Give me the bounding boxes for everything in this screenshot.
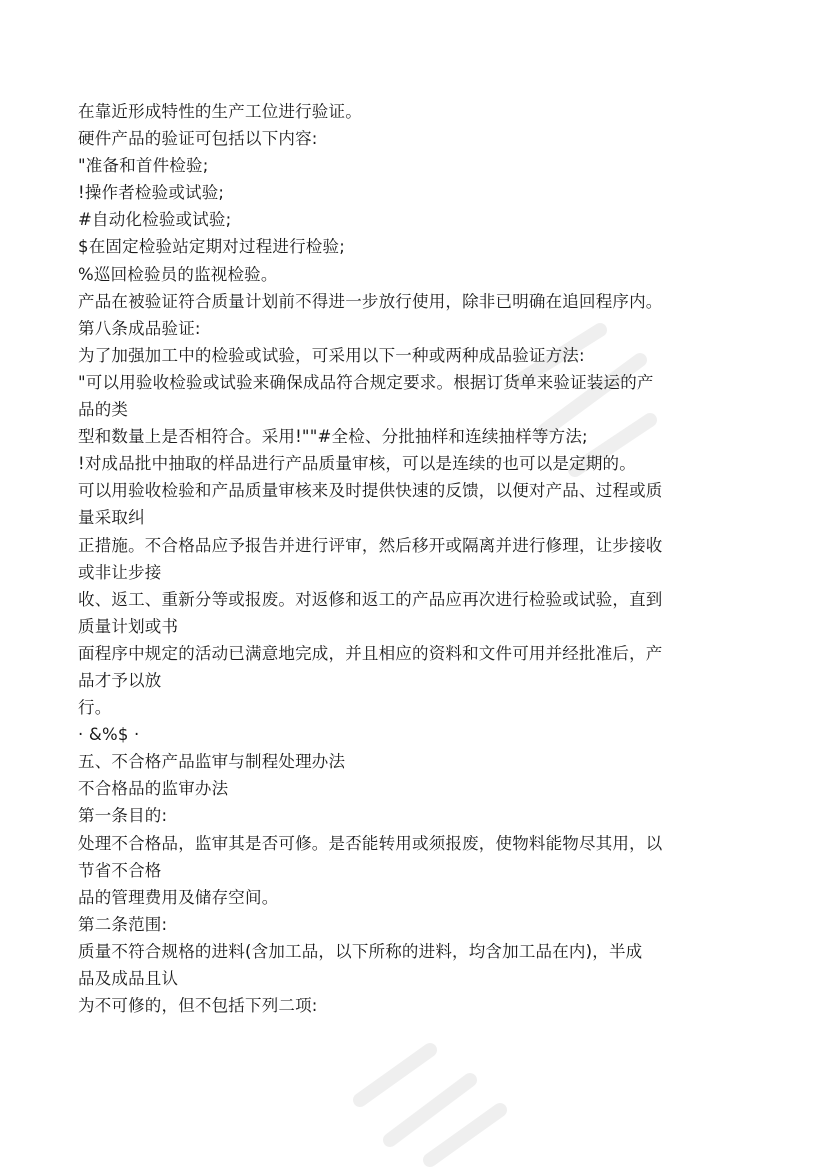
- text-line: 正措施。不合格品应予报告并进行评审，然后移开或隔离并进行修理，让步接收: [78, 535, 663, 555]
- text-line: 行。: [78, 698, 112, 718]
- text-line: $在固定检验站定期对过程进行检验;: [78, 237, 345, 257]
- text-line: 质量不符合规格的进料(含加工品，以下所称的进料，均含加工品在内)，半成: [78, 941, 643, 961]
- text-line: 在靠近形成特性的生产工位进行验证。: [78, 102, 362, 121]
- text-line: #自动化检验或试验;: [78, 210, 232, 230]
- document-body: [78, 98, 778, 1019]
- article-heading: 第二条范围:: [78, 914, 168, 934]
- text-line: 型和数量上是否相符合。采用!""#全检、分批抽样和连续抽样等方法;: [78, 427, 588, 447]
- text-line: 或非让步接: [78, 562, 162, 582]
- text-line: 产品在被验证符合质量计划前不得进一步放行使用，除非已明确在追回程序内。: [78, 291, 663, 311]
- text-line: "准备和首件检验;: [78, 156, 209, 176]
- text-line: 处理不合格品，监审其是否可修。是否能转用或须报废，使物料能物尽其用，以: [78, 833, 663, 853]
- text-line: 质量计划或书: [78, 616, 179, 636]
- text-line: 品才予以放: [78, 670, 162, 690]
- text-line: 收、返工、重新分等或报废。对返修和返工的产品应再次进行检验或试验，直到: [78, 589, 663, 609]
- text-line: !操作者检验或试验;: [78, 183, 225, 203]
- section-heading: 第八条成品验证:: [78, 318, 201, 338]
- chapter-heading: 五、不合格产品监审与制程处理办法: [78, 752, 346, 772]
- text-line: 为不可修的，但不包括下列二项:: [78, 996, 318, 1016]
- text-line: 量采取纠: [78, 508, 145, 528]
- text-line: 硬件产品的验证可包括以下内容:: [78, 129, 318, 149]
- text-line: 品的管理费用及储存空间。: [78, 887, 279, 907]
- text-line: !对成品批中抽取的样品进行产品质量审核，可以是连续的也可以是定期的。: [78, 454, 636, 474]
- text-line: 节省不合格: [78, 860, 162, 880]
- text-line: 品的类: [78, 400, 129, 420]
- section-heading: 不合格品的监审办法: [78, 779, 229, 799]
- text-line: 为了加强加工中的检验或试验，可采用以下一种或两种成品验证方法:: [78, 345, 585, 365]
- article-heading: 第一条目的:: [78, 806, 168, 826]
- text-line: %巡回检验员的监视检验。: [78, 264, 278, 284]
- page-marker: · &%$ ·: [78, 725, 140, 745]
- text-line: 面程序中规定的活动已满意地完成，并且相应的资料和文件可用并经批准后，产: [78, 643, 663, 663]
- text-line: 可以用验收检验和产品质量审核来及时提供快速的反馈，以便对产品、过程或质: [78, 481, 663, 501]
- text-line: 品及成品且认: [78, 969, 179, 988]
- text-line: "可以用验收检验或试验来确保成品符合规定要求。根据订货单来验证装运的产: [78, 372, 654, 392]
